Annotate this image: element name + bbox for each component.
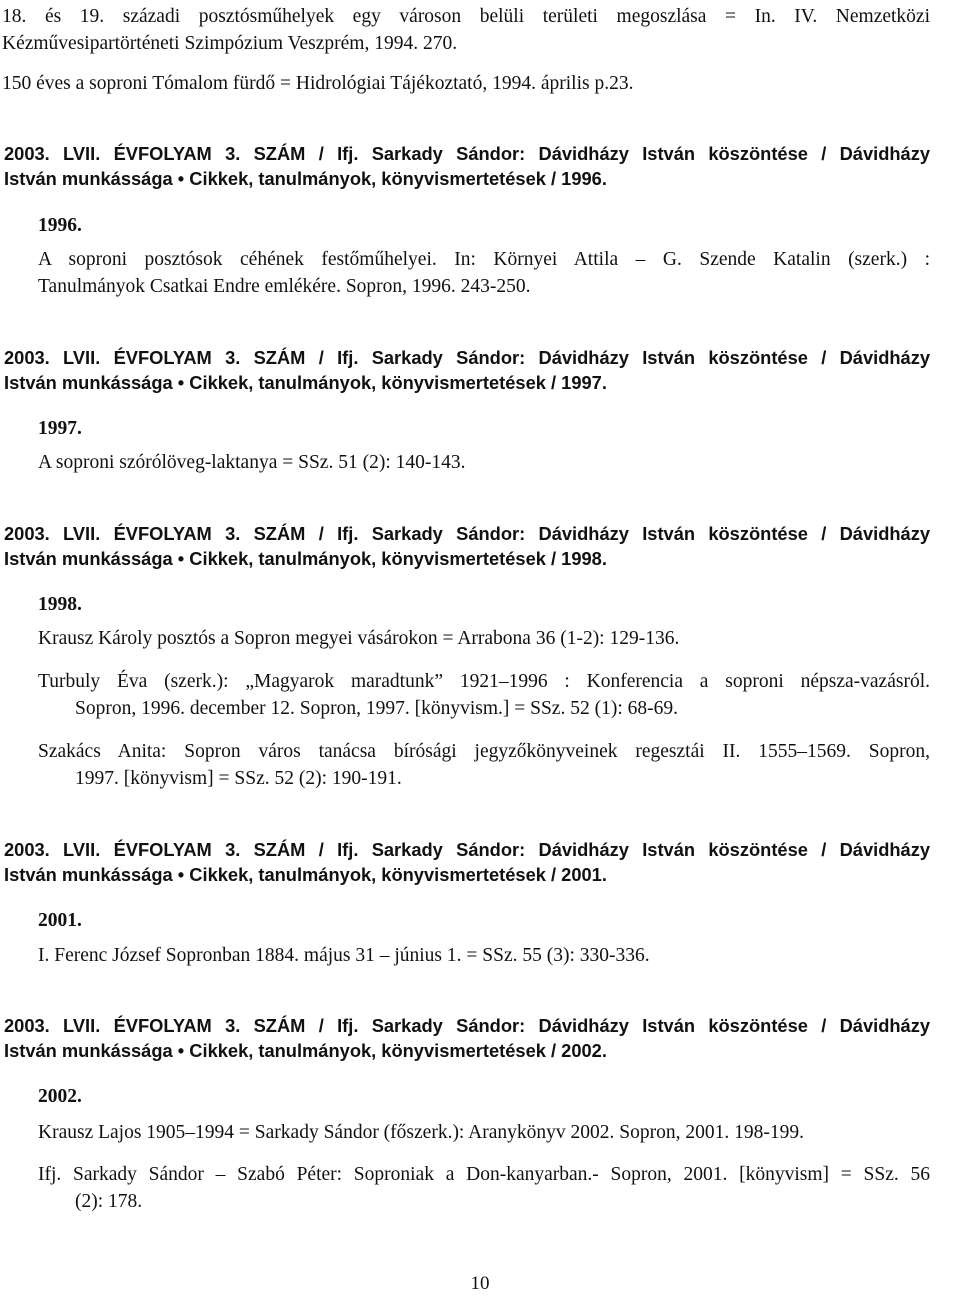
entry-line: Krausz Károly posztós a Sopron megyei vásárokon = Arrabona 36 (1-2): 129-136. [38,628,680,649]
section-header-line: 2003. LVII. ÉVFOLYAM 3. SZÁM / Ifj. Sarkady Sándor: Dávidházy István köszöntése / Dávidházy [4,1015,930,1036]
entry-line: Kézművesipartörténeti Szimpózium Veszprém, 1994. 270. [2,33,458,54]
section-header-line [4,166,930,191]
entry-1997-1 [38,449,930,476]
entry-2002-1 [38,1119,930,1146]
entry-2002-2 [38,1161,930,1215]
year-heading-2001: 2001. [38,910,82,931]
entry-line: Szakács Anita: Sopron város tanácsa bírósági jegyzőkönyveinek regesztái II. 1555–1569. Sopron, [38,741,930,762]
section-header-1998 [4,521,930,571]
section-header-2001 [4,837,930,887]
top-entry-2 [2,70,930,97]
section-header-text: Cikkek, tanulmányok, könyvismertetések / 2002. [189,1040,607,1061]
entry-line: A soproni szórólöveg-laktanya = SSz. 51 (2): 140-143. [38,452,466,473]
entry-1998-3 [38,738,930,792]
entry-line: Ifj. Sarkady Sándor – Szabó Péter: Soproniak a Don-kanyarban.- Sopron, 2001. [könyvism] = SSz. 56 [38,1164,930,1185]
section-header-line [4,862,930,887]
section-header-text: Cikkek, tanulmányok, könyvismertetések / 1997. [189,372,607,393]
section-header-line: 2003. LVII. ÉVFOLYAM 3. SZÁM / Ifj. Sarkady Sándor: Dávidházy István köszöntése / Dávidházy [4,347,930,368]
section-header-1997 [4,345,930,395]
entry-1996-1 [38,246,930,300]
section-header-line [4,546,930,571]
page-number: 10 [470,1273,490,1294]
entry-line: A soproni posztósok céhének festőműhelyei. In: Környei Attila – G. Szende Katalin (szerk.) : [38,249,930,270]
entry-line: (2): 178. [75,1191,143,1212]
bullet-icon: • [177,372,185,393]
section-header-1996 [4,141,930,191]
bullet-icon: • [177,864,185,885]
section-header-line: 2003. LVII. ÉVFOLYAM 3. SZÁM / Ifj. Sarkady Sándor: Dávidházy István köszöntése / Dávidházy [4,839,930,860]
section-header-text: Cikkek, tanulmányok, könyvismertetések / 2001. [189,864,607,885]
entry-1998-1 [38,625,930,652]
year-heading-1997: 1997. [38,418,82,439]
section-header-text: István munkássága [4,864,173,885]
section-header-text: Cikkek, tanulmányok, könyvismertetések / 1998. [189,548,607,569]
entry-line: 150 éves a soproni Tómalom fürdő = Hidrológiai Tájékoztató, 1994. április p.23. [2,73,634,94]
entry-line: Turbuly Éva (szerk.): „Magyarok maradtunk” 1921–1996 : Konferencia a soproni népsza-vazásról. [38,671,930,692]
entry-line: I. Ferenc József Sopronban 1884. május 31 – június 1. = SSz. 55 (3): 330-336. [38,945,650,966]
bullet-icon: • [177,1040,185,1061]
section-header-line: 2003. LVII. ÉVFOLYAM 3. SZÁM / Ifj. Sarkady Sándor: Dávidházy István köszöntése / Dávidházy [4,523,930,544]
section-header-text: István munkássága [4,548,173,569]
section-header-text: István munkássága [4,1040,173,1061]
section-header-line [4,1038,930,1063]
year-heading-1998: 1998. [38,594,82,615]
entry-line: Sopron, 1996. december 12. Sopron, 1997. [könyvism.] = SSz. 52 (1): 68-69. [75,698,678,719]
year-heading-1996: 1996. [38,215,82,236]
bullet-icon: • [177,548,185,569]
section-header-2002 [4,1013,930,1063]
entry-line: 1997. [könyvism] = SSz. 52 (2): 190-191. [75,768,402,789]
section-header-line [4,370,930,395]
section-header-text: István munkássága [4,372,173,393]
section-header-text: István munkássága [4,168,173,189]
entry-1998-2 [38,668,930,722]
entry-line: 18. és 19. századi posztósműhelyek egy városon belüli területi megoszlása = In. IV. Nemzetközi [2,6,930,27]
bullet-icon: • [177,168,185,189]
section-header-line: 2003. LVII. ÉVFOLYAM 3. SZÁM / Ifj. Sarkady Sándor: Dávidházy István köszöntése / Dávidházy [4,143,930,164]
entry-2001-1 [38,942,930,969]
year-heading-2002: 2002. [38,1086,82,1107]
entry-line: Krausz Lajos 1905–1994 = Sarkady Sándor (főszerk.): Aranykönyv 2002. Sopron, 2001. 198-199. [38,1122,804,1143]
section-header-text: Cikkek, tanulmányok, könyvismertetések / 1996. [189,168,607,189]
entry-line: Tanulmányok Csatkai Endre emlékére. Sopron, 1996. 243-250. [38,276,531,297]
top-entry-1 [2,3,930,57]
